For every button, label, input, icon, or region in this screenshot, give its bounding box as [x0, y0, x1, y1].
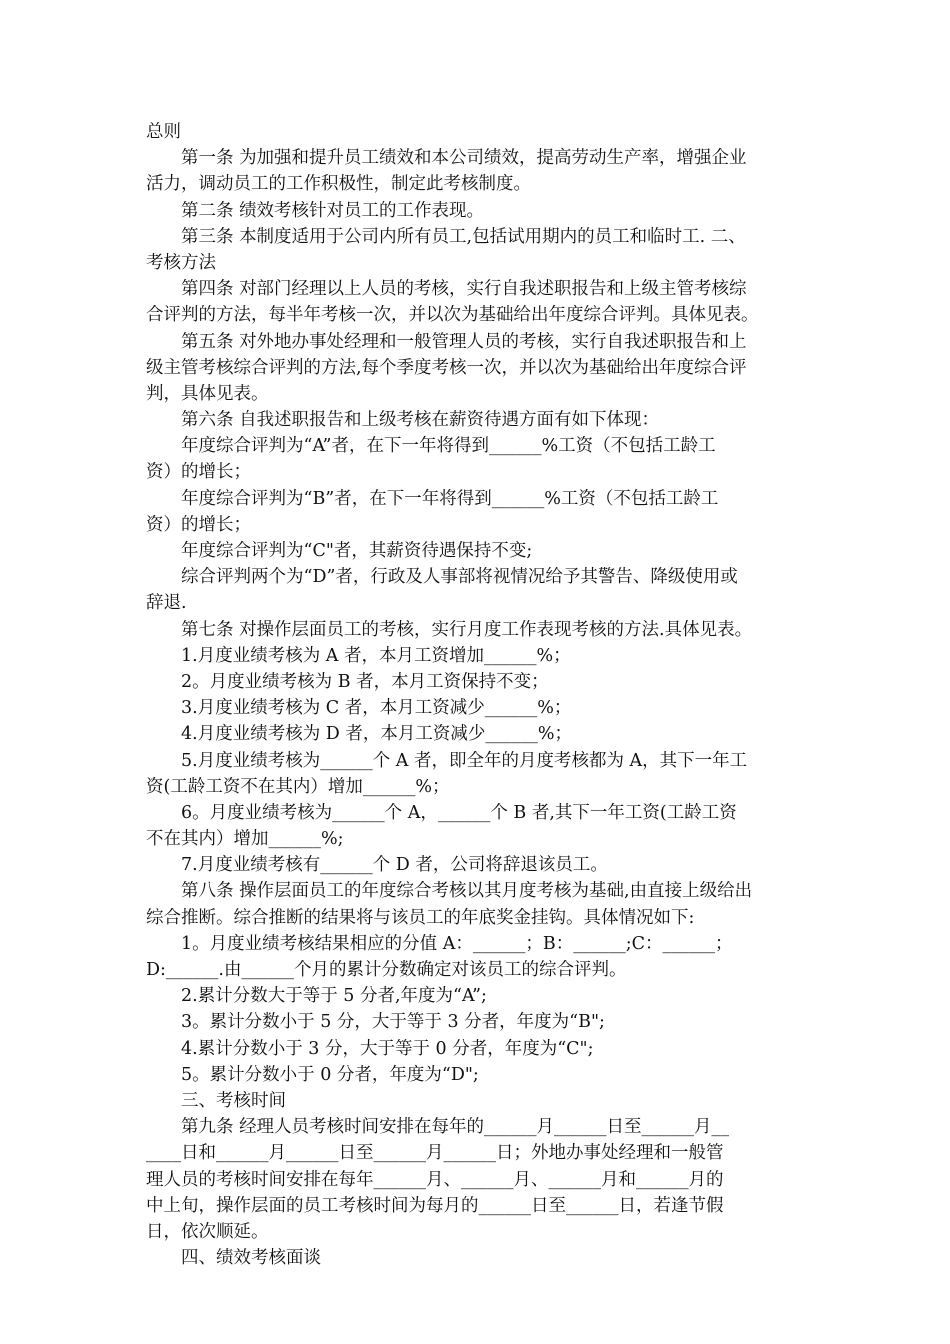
text-line: 年度综合评判为“C"者，其薪资待遇保持不变;	[181, 541, 533, 561]
text-line: 3。累计分数小于 5 分，大于等于 3 分者，年度为“B";	[181, 1012, 605, 1033]
text-line: 活力，调动员工的工作积极性，制定此考核制度。	[146, 174, 531, 195]
text-line: 判，具体见表。	[146, 383, 269, 404]
text-line: 4.月度业绩考核为 D 者，本月工资减少______%；	[181, 724, 572, 745]
text-line: 第九条 经理人员考核时间安排在每年的______月______日至______月__	[181, 1117, 730, 1138]
text-line: 第七条 对操作层面员工的考核，实行月度工作表现考核的方法.具体见表。	[181, 619, 753, 640]
section-heading: 三、考核时间	[181, 1090, 286, 1111]
text-line: 综合评判两个为“D”者，行政及人事部将视情况给予其警告、降级使用或	[181, 567, 738, 588]
text-line: 2.累计分数大于等于 5 分者,年度为“A”;	[181, 986, 487, 1007]
text-line: 综合推断。综合推断的结果将与该员工的年底奖金挂钩。具体情况如下:	[146, 907, 695, 928]
text-line: 资(工龄工资不在其内）增加______%；	[146, 776, 450, 797]
text-line: 不在其内）增加______%;	[146, 829, 344, 850]
text-line: 2。月度业绩考核为 B 者，本月工资保持不变；	[181, 671, 549, 692]
text-line: 第五条 对外地办事处经理和一般管理人员的考核，实行自我述职报告和上	[181, 331, 747, 352]
text-line: 总则	[146, 122, 181, 142]
document-body	[146, 119, 810, 1271]
text-line: 日，依次顺延。	[146, 1221, 269, 1242]
text-line: 资）的增长；	[146, 462, 251, 483]
text-line: 中上旬，操作层面的员工考核时间为每月的______日至______日，若逢节假	[146, 1195, 724, 1216]
text-line: 理人员的考核时间安排在每年______月、______月、______月和______月的	[146, 1169, 724, 1190]
text-line: 级主管考核综合评判的方法,每个季度考核一次，并以次为基础给出年度综合评	[146, 357, 747, 378]
text-line: 3.月度业绩考核为 C 者，本月工资减少______%；	[181, 698, 572, 719]
text-line: 1。月度业绩考核结果相应的分值 A：______；B：______;C：______；	[181, 933, 733, 954]
section-heading: 四、绩效考核面谈	[181, 1248, 321, 1269]
text-line: 年度综合评判为“A”者，在下一年将得到______%工资（不包括工龄工	[181, 436, 716, 457]
text-line: ____日和______月______日至______月______日；外地办事处经理和一般管	[146, 1143, 724, 1164]
text-line: 5.月度业绩考核为______个 A 者，即全年的月度考核都为 A，其下一年工	[181, 750, 748, 771]
text-line: 1.月度业绩考核为 A 者，本月工资增加______%；	[181, 645, 571, 666]
text-line: 年度综合评判为“B”者，在下一年将得到______%工资（不包括工龄工	[181, 488, 719, 509]
text-line: 第三条 本制度适用于公司内所有员工,包括试用期内的员工和临时工. 二、	[181, 226, 746, 247]
text-line: 5。累计分数小于 0 分者，年度为“D";	[181, 1064, 479, 1085]
text-line: 第六条 自我述职报告和上级考核在薪资待遇方面有如下体现：	[181, 410, 660, 431]
text-line: 4.累计分数小于 3 分，大于等于 0 分者，年度为“C";	[181, 1038, 594, 1059]
text-line: 第四条 对部门经理以上人员的考核，实行自我述职报告和上级主管考核综	[181, 279, 747, 300]
text-line: 合评判的方法，每半年考核一次，并以次为基础给出年度综合评判。具体见表。	[146, 305, 759, 326]
text-line: 第二条 绩效考核针对员工的工作表现。	[181, 200, 485, 221]
text-line: D:______.由______个月的累计分数确定对该员工的综合评判。	[146, 960, 627, 980]
text-line: 辞退.	[146, 593, 187, 614]
text-line: 考核方法	[146, 252, 216, 273]
text-line: 6。月度业绩考核为______个 A，______个 B 者,其下一年工资(工龄工资	[181, 802, 737, 823]
text-line: 资）的增长；	[146, 514, 251, 535]
text-line: 第八条 操作层面员工的年度综合考核以其月度考核为基础,由直接上级给出	[181, 881, 753, 902]
text-line: 第一条 为加强和提升员工绩效和本公司绩效，提高劳动生产率，增强企业	[181, 148, 747, 169]
text-line: 7.月度业绩考核有______个 D 者，公司将辞退该员工。	[181, 855, 608, 876]
